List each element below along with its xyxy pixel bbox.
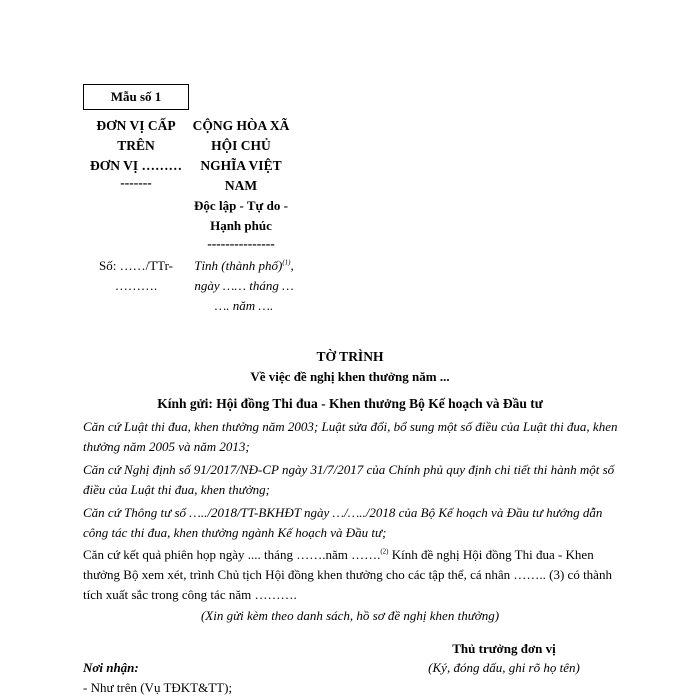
national-title-line2: HỘI CHỦ bbox=[211, 138, 271, 153]
place-date-footnote-ref: (1) bbox=[282, 258, 291, 267]
national-title-header bbox=[188, 116, 294, 252]
request-paragraph: Căn cứ kết quả phiên họp ngày .... tháng …….năm …….$^{(2)}$ Kính đề nghị Hội đồng Thi đua - Khen thưởng Bộ xem xét, trình Chủ tịch Hội đồng khen thưởng cho các tập thể, cá nhân …….. (3) có thành tích xuất sắc trong công tác năm ………. bbox=[83, 547, 612, 602]
signature-title: Thủ trưởng đơn vị bbox=[452, 641, 556, 656]
document-number-line1: Số: ……/TTr- bbox=[98, 258, 174, 273]
issuing-unit-divider: ------- bbox=[120, 175, 152, 190]
document-number bbox=[83, 256, 189, 296]
signature-note: (Ký, đóng dấu, ghi rõ họ tên) bbox=[428, 660, 580, 675]
recipients-item: - Như trên (Vụ TĐKT&TT); bbox=[83, 680, 233, 695]
issuing-unit-line2: TRÊN bbox=[117, 138, 155, 153]
issuing-unit-line1: ĐƠN VỊ CẤP bbox=[96, 118, 176, 133]
form-number-box: Mẫu số 1 bbox=[83, 84, 189, 110]
place-date-line3: …. năm …. bbox=[214, 298, 274, 313]
legal-basis-1: Căn cứ Luật thi đua, khen thưởng năm 2003; Luật sửa đổi, bổ sung một số điều của Luật thi đua, khen thưởng năm 2005 và năm 2013; bbox=[83, 419, 618, 454]
recipients-label: Nơi nhận: bbox=[83, 660, 139, 675]
legal-basis-3: Căn cứ Thông tư số …../2018/TT-BKHĐT ngày …/…../2018 của Bộ Kế hoạch và Đầu tư hướng dẫn công tác thi đua, khen thưởng ngành Kế hoạch và Đầu tư; bbox=[83, 505, 603, 540]
attachment-note: (Xin gửi kèm theo danh sách, hồ sơ đề nghị khen thưởng) bbox=[200, 608, 500, 623]
legal-basis-2: Căn cứ Nghị định số 91/2017/NĐ-CP ngày 31/7/2017 của Chính phủ quy định chi tiết thi hành một số điều của Luật thi đua, khen thưởng; bbox=[83, 462, 615, 497]
issuing-unit-line3: ĐƠN VỊ ……… bbox=[89, 158, 182, 173]
document-title: TỜ TRÌNH bbox=[316, 349, 384, 364]
place-date-line1: Tỉnh (thành phố)$^{(1)}$, bbox=[194, 258, 294, 273]
issuing-unit-header bbox=[83, 116, 189, 190]
document-subtitle: Về việc đề nghị khen thưởng năm ... bbox=[250, 369, 450, 384]
national-title-line3: NGHĨA VIỆT bbox=[200, 158, 282, 173]
request-footnote-ref: (2) bbox=[380, 547, 389, 556]
recipient-line: Kính gửi: Hội đồng Thi đua - Khen thưởng Bộ Kế hoạch và Đầu tư bbox=[157, 396, 543, 411]
motto-line2: Hạnh phúc bbox=[210, 218, 272, 233]
national-title-line4: NAM bbox=[224, 178, 258, 193]
document-number-line2: ………. bbox=[114, 278, 158, 293]
place-date bbox=[184, 256, 304, 316]
motto-line1: Độc lập - Tự do - bbox=[194, 198, 288, 213]
national-title-line1: CỘNG HÒA XÃ bbox=[192, 118, 290, 133]
national-title-divider: --------------- bbox=[207, 236, 275, 251]
place-date-line2: ngày …… tháng … bbox=[194, 278, 294, 293]
